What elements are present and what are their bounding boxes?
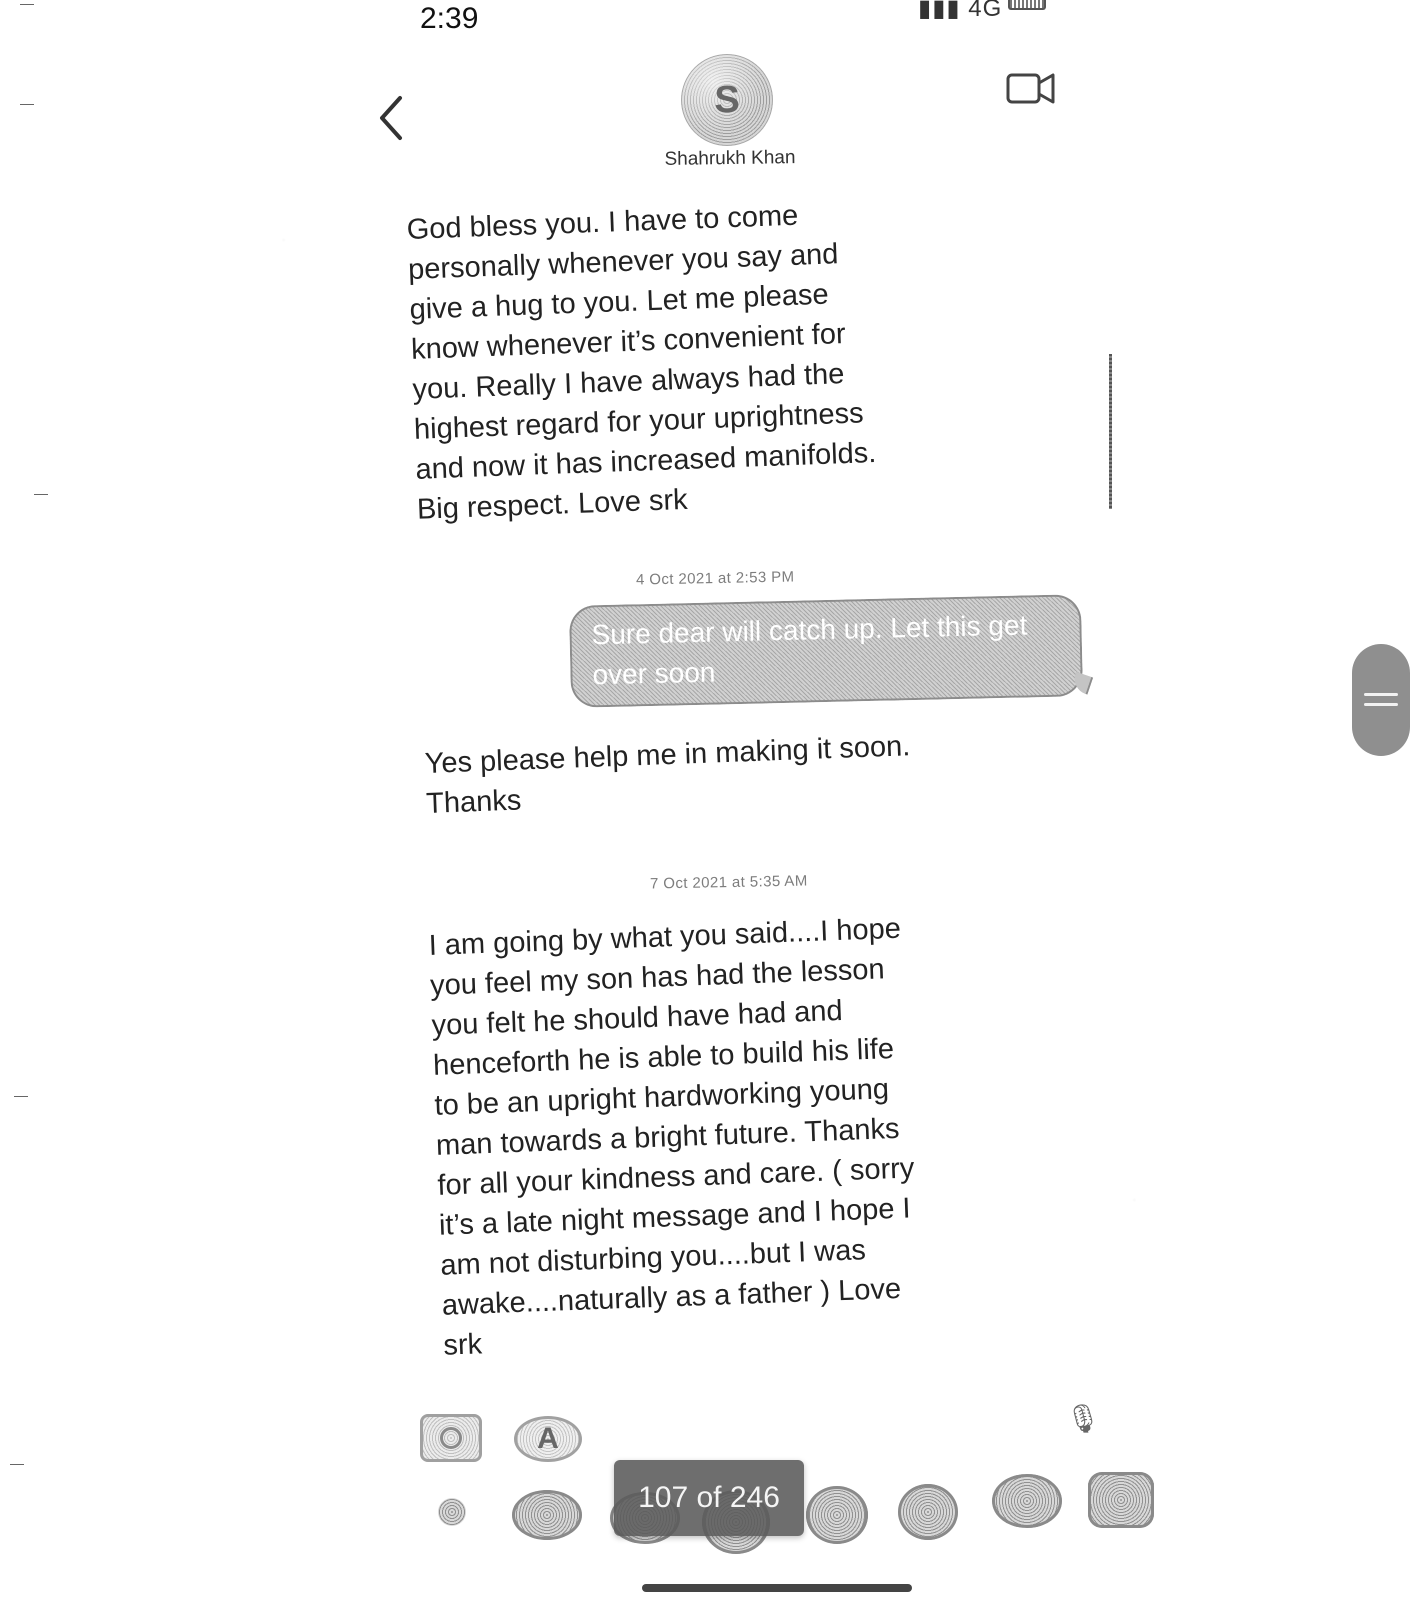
network-status: ▮▮▮ 4G [918,0,1002,23]
avatar[interactable]: S [681,54,773,146]
back-button[interactable] [374,94,408,142]
status-time: 2:39 [420,2,479,35]
scan-edge-mark [14,1096,28,1097]
tray-app-icon[interactable] [898,1484,958,1540]
message-timestamp: 4 Oct 2021 at 2:53 PM [635,568,795,589]
received-message: God bless you. I have to come personally whenever you say and give a hug to you. Let me please know whenever it’s convenient for you. Really I have always had the highest regard for your uprightness and now it has increased manifolds. Big respect. Love srk [406,199,877,526]
scan-scroll-line [1109,354,1112,509]
back-chevron-icon [382,98,400,138]
contact-name[interactable]: Shahrukh Khan [664,147,796,170]
battery-icon [1008,0,1046,10]
scan-edge-mark [20,4,34,5]
video-camera-icon [1008,75,1039,102]
video-call-button[interactable] [1006,68,1056,108]
viewer-page-handle[interactable] [1352,644,1410,756]
tray-app-icon[interactable] [438,1498,466,1526]
page-counter: 107 of 246 [614,1460,804,1536]
tray-app-icon[interactable] [1088,1472,1154,1528]
sent-message-bubble[interactable]: Sure dear will catch up. Let this get over soon [569,594,1083,708]
scan-edge-mark [34,494,48,495]
app-store-icon: A [537,1422,559,1455]
received-message: Yes please help me in making it soon. Thanks [424,730,911,820]
microphone-icon: 🎙 [1065,1402,1101,1434]
scan-edge-mark [20,104,34,105]
app-store-button[interactable] [514,1416,582,1462]
video-camera-lens-icon [1039,75,1053,102]
received-message: I am going by what you said....I hope you feel my son has had the lesson you felt he should have had and henceforth he is able to build his life to be an upright hardworking young man towards a bright future. Thanks for all your kindness and care. ( sorry it’s a late night message and I hope I am not disturbing you....but I was awake....naturally as a father ) Love srk [428,912,915,1362]
network-label: 4G [968,0,1003,22]
microphone-button[interactable] [1065,1400,1101,1436]
message-timestamp: 7 Oct 2021 at 5:35 AM [649,872,808,893]
camera-button[interactable] [420,1414,482,1462]
scan-edge-mark [10,1464,24,1465]
tray-app-icon[interactable] [992,1474,1062,1528]
tray-app-icon[interactable] [806,1486,868,1544]
tray-app-icon[interactable] [512,1490,582,1540]
home-indicator[interactable] [642,1584,912,1592]
